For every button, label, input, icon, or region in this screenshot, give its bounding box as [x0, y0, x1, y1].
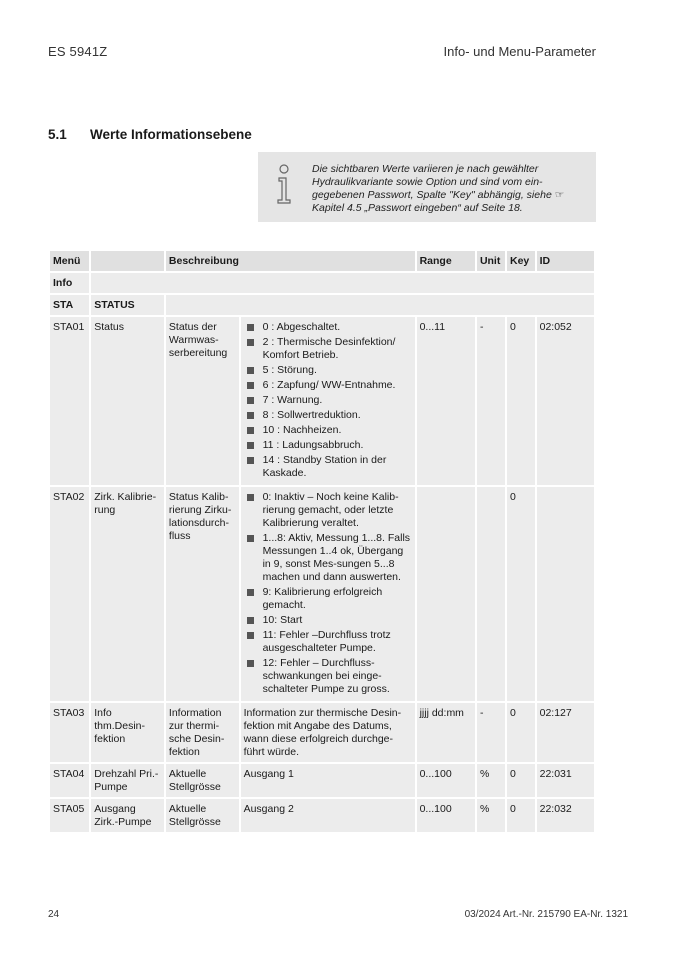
- column-header: Key: [507, 251, 535, 271]
- value-item: 6 : Zapfung/ WW-Entnahme.: [244, 379, 411, 392]
- value-item: 0 : Abgeschaltet.: [244, 321, 411, 334]
- row-unit: [477, 487, 505, 701]
- value-item: 10: Start: [244, 614, 411, 627]
- row-unit: -: [477, 703, 505, 762]
- table-row: [50, 764, 594, 797]
- value-item: 10 : Nachheizen.: [244, 424, 411, 437]
- section-number: 5.1: [48, 127, 67, 142]
- value-item: 8 : Sollwertreduktion.: [244, 409, 411, 422]
- group-fill: [91, 273, 594, 293]
- row-unit: -: [477, 317, 505, 485]
- table-row: [50, 703, 594, 762]
- info-icon: [272, 164, 296, 206]
- row-values: Ausgang 1: [241, 764, 415, 797]
- row-values: Information zur thermische Desin-fektion mit Angabe des Datums, wann diese erfolgreich durchge-führt würde.: [241, 703, 415, 762]
- value-item: 5 : Störung.: [244, 364, 411, 377]
- row-name: Status: [91, 317, 164, 485]
- row-desc: Information zur thermi-sche Desin-fektion: [166, 703, 239, 762]
- row-code: STA04: [50, 764, 89, 797]
- row-key: 0: [507, 317, 535, 485]
- column-header: [91, 251, 164, 271]
- page-number: 24: [48, 909, 60, 920]
- row-desc: Status Kalib-rierung Zirku-lationsdurch-fluss: [166, 487, 239, 701]
- table-header-row: [50, 251, 594, 271]
- value-list: [244, 321, 411, 480]
- row-code: STA02: [50, 487, 89, 701]
- value-item: 11: Fehler –Durchfluss trotz ausgeschalteter Pumpe.: [244, 629, 411, 655]
- row-key: 0: [507, 799, 535, 832]
- value-item: 2 : Thermische Desinfektion/ Komfort Betrieb.: [244, 336, 411, 362]
- header-model: ES 5941Z: [48, 44, 108, 59]
- value-item: 11 : Ladungsabbruch.: [244, 439, 411, 452]
- row-desc: Aktuelle Stellgrösse: [166, 799, 239, 832]
- parameter-table: [48, 249, 596, 834]
- subgroup-name: STATUS: [91, 295, 164, 315]
- header-section: Info- und Menu-Parameter: [443, 44, 596, 59]
- table-row: [50, 317, 594, 485]
- subgroup-row: [50, 295, 594, 315]
- row-name: Zirk. Kalibrie-rung: [91, 487, 164, 701]
- row-range: jjjj dd:mm: [417, 703, 475, 762]
- note-text: Die sichtbaren Werte variieren je nach gewählter Hydraulikvariante sowie Option und sind vom ein-gegebenen Passwort, Spalte "Key" abhängig, siehe ☞ Kapitel 4.5 „Passwort eingeben“ auf Seite 18.: [312, 163, 565, 214]
- row-range: [417, 487, 475, 701]
- row-values: [241, 487, 415, 701]
- value-list: [244, 491, 411, 696]
- value-item: 0: Inaktiv – Noch keine Kalib-rierung gemacht, oder letzte Kalibrierung veraltet.: [244, 491, 411, 530]
- table-row: [50, 799, 594, 832]
- row-key: 0: [507, 764, 535, 797]
- row-desc: Aktuelle Stellgrösse: [166, 764, 239, 797]
- footer-info: 03/2024 Art.-Nr. 215790 EA-Nr. 1321: [464, 909, 628, 920]
- value-item: 12: Fehler – Durchfluss-schwankungen bei einge-schalteter Pumpe zu gross.: [244, 657, 411, 696]
- row-key: 0: [507, 487, 535, 701]
- row-values: [241, 317, 415, 485]
- group-label: Info: [50, 273, 89, 293]
- section-heading: [48, 127, 252, 142]
- value-item: 14 : Standby Station in der Kaskade.: [244, 454, 411, 480]
- row-id: [537, 487, 594, 701]
- row-unit: %: [477, 764, 505, 797]
- row-range: 0...100: [417, 799, 475, 832]
- column-header: Range: [417, 251, 475, 271]
- value-item: 7 : Warnung.: [244, 394, 411, 407]
- row-id: 02:052: [537, 317, 594, 485]
- table-body: [50, 251, 594, 832]
- row-range: 0...100: [417, 764, 475, 797]
- column-header: Beschreibung: [166, 251, 415, 271]
- value-item: 9: Kalibrierung erfolgreich gemacht.: [244, 586, 411, 612]
- table-row: [50, 487, 594, 701]
- row-range: 0...11: [417, 317, 475, 485]
- row-name: Info thm.Desin-fektion: [91, 703, 164, 762]
- row-id: 22:032: [537, 799, 594, 832]
- row-id: 22:031: [537, 764, 594, 797]
- column-header: Unit: [477, 251, 505, 271]
- row-name: Drehzahl Pri.-Pumpe: [91, 764, 164, 797]
- subgroup-code: STA: [50, 295, 89, 315]
- row-code: STA03: [50, 703, 89, 762]
- row-values: Ausgang 2: [241, 799, 415, 832]
- section-title: Werte Informationsebene: [90, 127, 252, 142]
- column-header: Menü: [50, 251, 89, 271]
- row-desc: Status der Warmwas-serbereitung: [166, 317, 239, 485]
- row-id: 02:127: [537, 703, 594, 762]
- row-unit: %: [477, 799, 505, 832]
- info-note: [258, 152, 596, 222]
- subgroup-fill: [166, 295, 594, 315]
- row-name: Ausgang Zirk.-Pumpe: [91, 799, 164, 832]
- group-row: [50, 273, 594, 293]
- row-key: 0: [507, 703, 535, 762]
- row-code: STA05: [50, 799, 89, 832]
- row-code: STA01: [50, 317, 89, 485]
- value-item: 1...8: Aktiv, Messung 1...8. Falls Messungen 1..4 ok, Übergang in 9, sonst Mes-sungen 5...8 machen und dann auswerten.: [244, 532, 411, 584]
- column-header: ID: [537, 251, 594, 271]
